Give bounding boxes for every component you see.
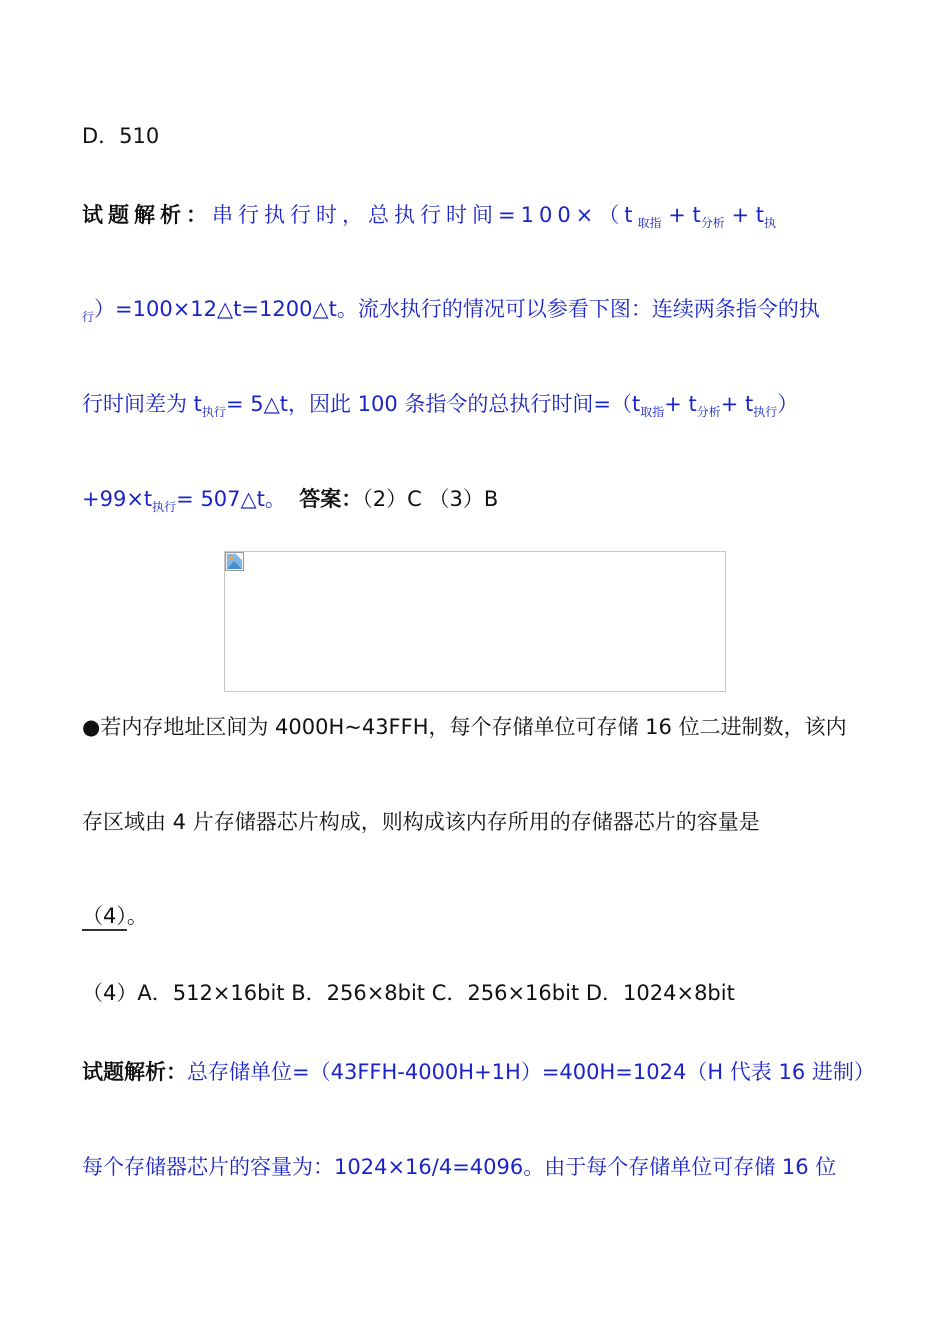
analysis1-line1 [82, 203, 776, 230]
analysis1-text: = 5△t，因此 100 条指令的总执行时间=（t [225, 392, 641, 416]
analysis-label: 试题解析： [82, 1060, 187, 1084]
option-d: D．510 [82, 124, 160, 148]
question4-line3 [82, 906, 148, 927]
analysis1-line4 [82, 487, 499, 514]
close-paren: ） [777, 392, 799, 416]
analysis1-text: 行时间差为 t [82, 392, 202, 416]
subscript-fenxi: 分析 [700, 216, 725, 230]
question4-line2: 存区域由 4 片存储器芯片构成，则构成该内存所用的存储器芯片的容量是 [82, 810, 760, 834]
analysis1-text: +99×t [82, 487, 153, 511]
analysis1-text: ）=100×12△t=1200△t。流水执行的情况可以参看下图：连续两条指令的执 [94, 297, 820, 321]
pipeline-figure [224, 551, 726, 692]
subscript-zhi: 执 [763, 216, 776, 230]
subscript-fenxi: 分析 [696, 405, 721, 419]
answer-label: 答案： [299, 487, 363, 511]
analysis2-line1 [82, 1062, 875, 1083]
question4-line1: ●若内存地址区间为 4000H~43FFH，每个存储单位可存储 16 位二进制数，该内 [82, 715, 847, 739]
subscript-quzhi: 取指 [637, 216, 662, 230]
subscript-xing: 行 [82, 310, 95, 324]
analysis2-line2: 每个存储器芯片的容量为：1024×16/4=4096。由于每个存储单位可存储 16 位 [82, 1155, 837, 1179]
broken-image-icon [225, 552, 244, 571]
analysis-label: 试题解析： [82, 203, 212, 227]
subscript-zhixing: 执行 [152, 500, 177, 514]
plus-t: + t [720, 392, 754, 416]
question4-options: （4）A．512×16bit B．256×8bit C．256×16bit D．1024×8bit [82, 981, 735, 1005]
analysis2-text: 总存储单位=（43FFH-4000H+1H）=400H=1024（H 代表 16 进制） [187, 1060, 875, 1084]
subscript-zhixing: 执行 [753, 405, 778, 419]
plus-t: + t [668, 203, 701, 227]
subscript-zhixing: 执行 [201, 405, 226, 419]
plus-t: + t [731, 203, 764, 227]
analysis1-line3 [82, 392, 799, 419]
plus-t: + t [664, 392, 697, 416]
analysis1-text: 串行执行时，总执行时间=100×（t [212, 203, 638, 227]
analysis1-line2 [82, 297, 820, 324]
answer-text: （2）C （3）B [362, 487, 499, 511]
analysis1-text: = 507△t。 [176, 487, 286, 511]
answer-blank: （4） [82, 904, 127, 928]
period: 。 [126, 904, 148, 928]
subscript-quzhi: 取指 [640, 405, 665, 419]
